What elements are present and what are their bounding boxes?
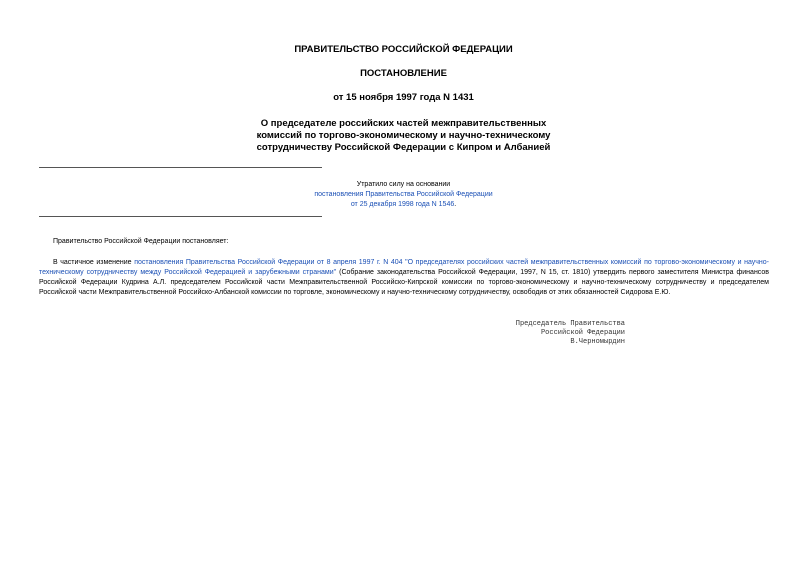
title-line-2: комиссий по торгово-экономическому и научно-техническому (256, 130, 551, 141)
signature-organization: Российской Федерации (540, 329, 625, 337)
document-date-number: от 15 ноября 1997 года N 1431 (333, 92, 474, 103)
repeal-note (0, 180, 807, 210)
signature-position: Председатель Правительства (515, 320, 625, 328)
signature-name: В.Черномырдин (570, 338, 625, 346)
main-paragraph-rest: (Собрание законодательства Российской Федерации, 1997, N 15, ст. 1810) утвердить первого заместителя Министра финансов Российской Федерации Кудрина А.Л. председателем Российской части Межправительственной Российско-Кипрской комиссии по торгово-экономическому и научно-техническому сотрудничеству и председателем Российской части Межправительственной Российско-Албанской комиссии по торговле, экономическому и научно-техническому сотрудничеству, освободив от этих обязанностей Сидорова Е.Ю. (39, 269, 769, 296)
document-type-heading: ПОСТАНОВЛЕНИЕ (360, 68, 447, 79)
title-line-3: сотрудничеству Российской Федерации с Кипром и Албанией (256, 142, 551, 153)
intro-paragraph: Правительство Российской Федерации постановляет: (53, 238, 229, 245)
government-heading: ПРАВИТЕЛЬСТВО РОССИЙСКОЙ ФЕДЕРАЦИИ (294, 44, 513, 55)
decree-404-link[interactable]: постановления Правительства Российской Федерации от 8 апреля 1997 г. N 404 "О председателях российских частей межправительственных комиссий по торгово-экономическому и научно-техническому сотрудничеству между Российской Федерацией и зарубежными странами" (39, 259, 770, 276)
repeal-note-link-2[interactable]: от 25 декабря 1998 года N 1546 (350, 201, 455, 208)
repeal-note-link-1[interactable]: постановления Правительства Российской Федерации (314, 191, 493, 198)
repeal-note-text: Утратило силу на основании (356, 181, 451, 188)
repeal-note-period: . (454, 201, 457, 208)
document-title (0, 118, 807, 154)
separator-bottom (39, 216, 322, 217)
main-paragraph (39, 258, 769, 298)
main-paragraph-start: В частичное изменение (53, 259, 135, 266)
signature-block (490, 320, 625, 347)
separator-top (39, 167, 322, 168)
title-line-1: О председателе российских частей межправительственных (260, 118, 547, 129)
